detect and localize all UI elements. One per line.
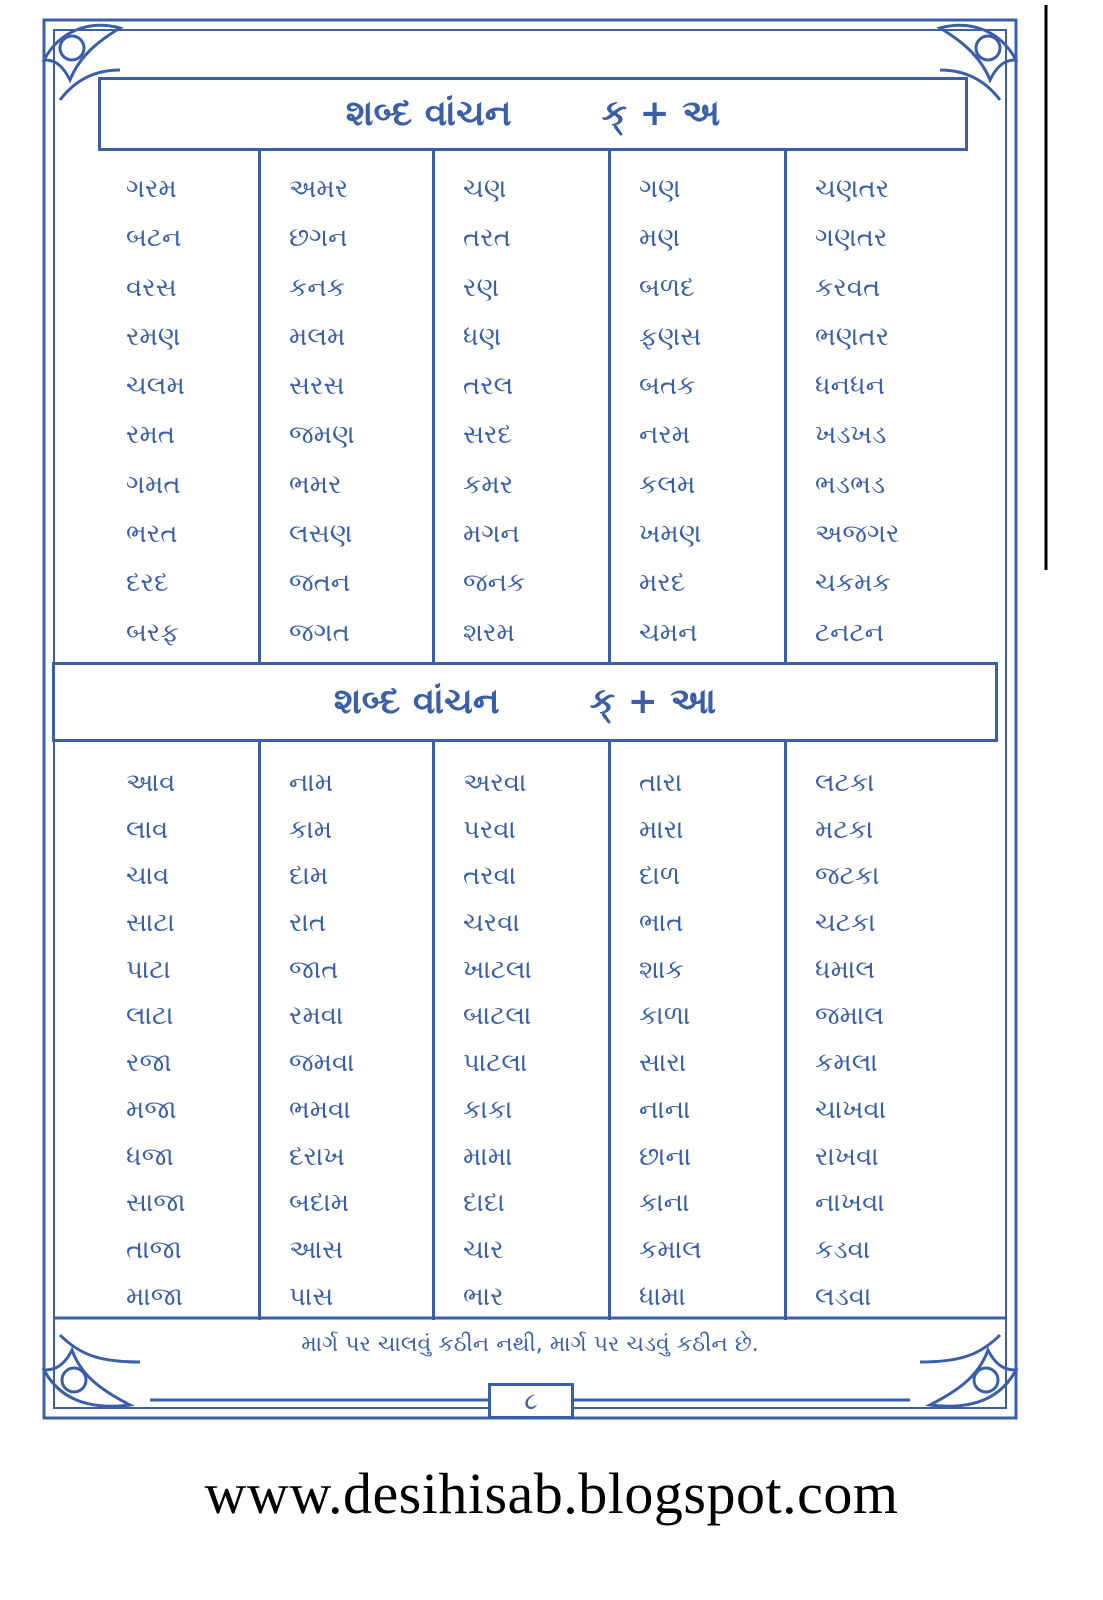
word-cell: રમણ — [126, 321, 181, 352]
word-cell: ચકમક — [815, 568, 891, 599]
word-cell: ભડભડ — [815, 469, 886, 500]
word-cell: સાજા — [126, 1188, 186, 1219]
word-cell: ભાર — [463, 1281, 504, 1312]
word-cell: શરમ — [463, 617, 515, 648]
corner-ornament-bottom-left — [44, 1335, 140, 1406]
word-cell: જટકા — [815, 861, 880, 892]
word-cell: પાસ — [289, 1281, 334, 1312]
word-cell: સાટા — [126, 908, 175, 939]
corner-ornament-bottom-right — [920, 1335, 1016, 1406]
word-cell: રમવા — [289, 1001, 344, 1032]
word-cell: લાવ — [126, 814, 169, 845]
section2-formula: ક્ + આ — [589, 681, 717, 722]
word-cell: ભમર — [289, 469, 342, 500]
word-cell: ગણતર — [815, 223, 888, 254]
word-cell: ગરમ — [126, 174, 177, 204]
word-cell: સરસ — [289, 371, 345, 402]
word-cell: બરફ — [126, 617, 179, 648]
section2-column-2 — [258, 742, 432, 1320]
word-cell: ધનધન — [815, 371, 885, 402]
word-cell: ચણતર — [815, 174, 890, 204]
word-cell: આવ — [126, 768, 176, 798]
word-cell: બટન — [126, 223, 182, 254]
word-cell: રમત — [126, 420, 176, 451]
word-cell: બતક — [639, 371, 696, 402]
section2-column-5 — [784, 742, 968, 1320]
word-cell: કાળા — [639, 1001, 691, 1032]
word-cell: કમર — [463, 469, 514, 500]
word-cell: ભરત — [126, 519, 178, 550]
word-cell: કામ — [289, 814, 333, 845]
word-cell: કરવત — [815, 272, 881, 303]
footer-quote: માર્ગ પર ચાલવું કઠીન નથી, માર્ગ પર ચડવું કઠીન છે. — [301, 1332, 759, 1357]
word-cell: લાટા — [126, 1001, 174, 1032]
word-cell: સારા — [639, 1048, 687, 1079]
word-cell: અજગર — [815, 519, 900, 550]
word-cell: દામ — [289, 861, 329, 892]
section1-title: શબ્દ વાંચન — [345, 93, 512, 134]
word-cell: શાક — [639, 954, 684, 985]
word-cell: બદામ — [289, 1188, 350, 1219]
word-cell: ધજા — [126, 1141, 174, 1172]
section1-title-box — [98, 77, 968, 151]
word-cell: કનક — [289, 272, 346, 303]
word-cell: દરાખ — [289, 1141, 345, 1172]
word-cell: કમલા — [815, 1048, 878, 1079]
word-cell: કાકા — [463, 1094, 513, 1125]
word-cell: ચલમ — [126, 371, 185, 402]
word-cell: તાજા — [126, 1234, 182, 1265]
word-cell: રજા — [126, 1048, 172, 1079]
word-cell: ભાત — [639, 908, 684, 939]
section1-column-3 — [432, 151, 608, 663]
word-cell: દાદા — [463, 1188, 505, 1219]
word-cell: રાત — [289, 908, 327, 939]
word-cell: અમર — [289, 174, 349, 204]
word-cell: નાના — [639, 1094, 691, 1125]
word-cell: મગન — [463, 519, 520, 550]
section2-title-box — [52, 662, 998, 742]
word-cell: મલમ — [289, 321, 346, 352]
word-cell: કાના — [639, 1188, 690, 1219]
word-cell: ધામા — [639, 1281, 686, 1312]
word-cell: અરવા — [463, 768, 527, 798]
word-cell: ખડખડ — [815, 420, 887, 451]
word-cell: નામ — [289, 768, 334, 798]
word-cell: ભમવા — [289, 1094, 351, 1125]
word-cell: છાના — [639, 1141, 692, 1172]
word-cell: મણ — [639, 223, 681, 254]
word-cell: કડવા — [815, 1234, 871, 1265]
word-cell: વરસ — [126, 272, 177, 303]
word-cell: મામા — [463, 1141, 513, 1172]
word-cell: મટકા — [815, 814, 874, 845]
watermark-url: www.desihisab.blogspot.com — [204, 1461, 899, 1526]
section2-title: શબ્દ વાંચન — [333, 681, 500, 722]
word-cell: જમણ — [289, 420, 355, 451]
section1-formula: ક્ + અ — [601, 93, 721, 134]
section2-column-3 — [432, 742, 608, 1320]
word-cell: કમાલ — [639, 1234, 702, 1265]
word-cell: જતન — [289, 568, 351, 599]
word-cell: તારા — [639, 768, 683, 798]
word-cell: ખમણ — [639, 519, 702, 550]
section1-word-table — [98, 151, 968, 663]
section2-column-4 — [608, 742, 784, 1320]
word-cell: મરદ — [639, 568, 686, 599]
word-cell: પાટલા — [463, 1048, 528, 1079]
word-cell: તરલ — [463, 371, 514, 402]
word-cell: પરવા — [463, 814, 516, 845]
word-cell: ચમન — [639, 617, 698, 648]
word-cell: બાટલા — [463, 1001, 532, 1032]
word-cell: રણ — [463, 272, 500, 303]
word-cell: બળદ — [639, 272, 695, 303]
word-cell: પાટા — [126, 954, 171, 985]
word-cell: દરદ — [126, 568, 169, 599]
word-cell: મજા — [126, 1094, 177, 1125]
word-cell: નાખવા — [815, 1188, 885, 1219]
section2-column-1 — [98, 742, 258, 1320]
section2-word-table — [98, 742, 968, 1318]
section1-column-4 — [608, 151, 784, 663]
word-cell: માજા — [126, 1281, 183, 1312]
word-cell: જમાલ — [815, 1001, 884, 1032]
word-cell: સરદ — [463, 420, 513, 451]
word-cell: ભણતર — [815, 321, 890, 352]
word-cell: કલમ — [639, 469, 696, 500]
word-cell: જમવા — [289, 1048, 355, 1079]
word-cell: ધણ — [463, 321, 502, 352]
word-cell: રાખવા — [815, 1141, 879, 1172]
section1-column-2 — [258, 151, 432, 663]
word-cell: ચાવ — [126, 861, 170, 892]
page-number: ૮ — [488, 1383, 574, 1419]
section1-column-5 — [784, 151, 968, 663]
word-cell: જગત — [289, 617, 350, 648]
word-cell: લસણ — [289, 519, 353, 550]
word-cell: ચટકા — [815, 908, 876, 939]
word-cell: ટનટન — [815, 617, 885, 648]
word-cell: નરમ — [639, 420, 691, 451]
word-cell: ગમત — [126, 469, 181, 500]
word-cell: ધમાલ — [815, 954, 875, 985]
word-cell: મારા — [639, 814, 684, 845]
word-cell: જાત — [289, 954, 339, 985]
word-cell: જનક — [463, 568, 526, 599]
word-cell: ફણસ — [639, 321, 702, 352]
word-cell: ચાખવા — [815, 1094, 887, 1125]
word-cell: આસ — [289, 1234, 344, 1265]
word-cell: લટકા — [815, 768, 875, 798]
section1-column-1 — [98, 151, 258, 663]
word-cell: ચાર — [463, 1234, 504, 1265]
word-cell: ગણ — [639, 174, 681, 204]
word-cell: ચણ — [463, 174, 507, 204]
word-cell: ખાટલા — [463, 954, 532, 985]
word-cell: દાળ — [639, 861, 681, 892]
word-cell: તરવા — [463, 861, 517, 892]
word-cell: છગન — [289, 223, 348, 254]
word-cell: ચરવા — [463, 908, 520, 939]
word-cell: તરત — [463, 223, 511, 254]
word-cell: લડવા — [815, 1281, 872, 1312]
